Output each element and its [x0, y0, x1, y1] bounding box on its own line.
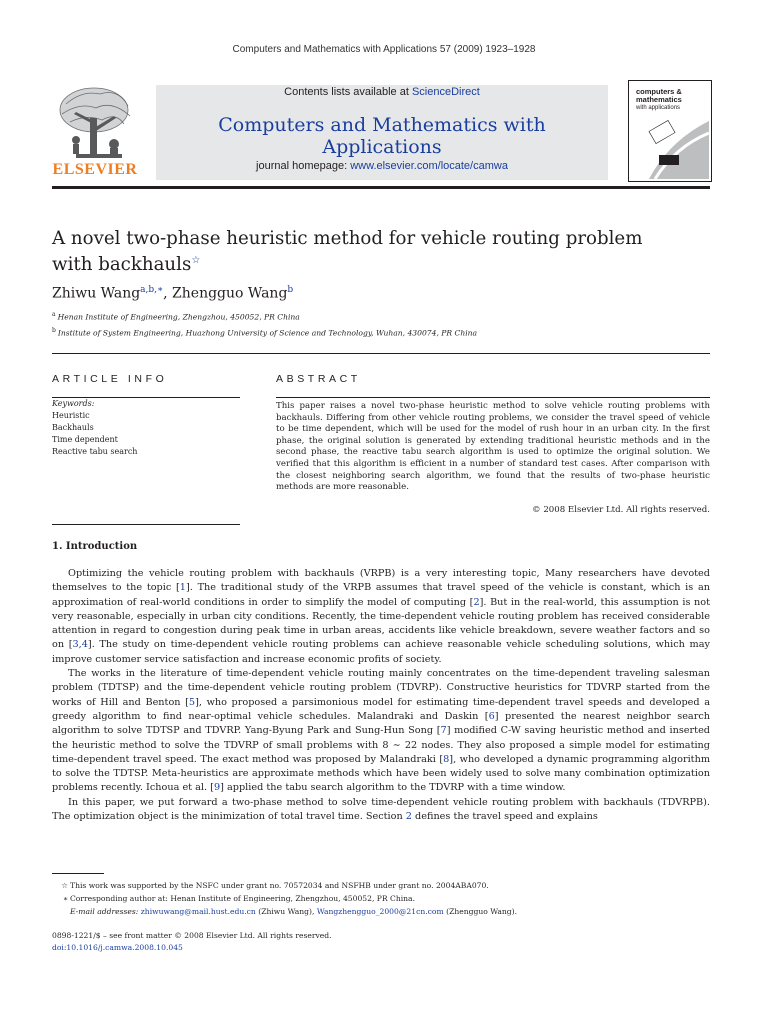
- cover-title-line2: mathematics: [636, 95, 682, 104]
- citation-link[interactable]: 2: [473, 596, 480, 608]
- doi-line: [52, 943, 183, 952]
- affiliation-mark: a: [52, 311, 56, 318]
- keyword-item: Backhauls: [52, 423, 94, 432]
- journal-homepage-link[interactable]: www.elsevier.com/locate/camwa: [350, 160, 508, 172]
- title-line-2: [52, 250, 672, 276]
- text-run: defines the travel speed and explains: [411, 811, 598, 823]
- text-run: ]. But in the real-world, this assumption is not very reasonable, especially in urban city conditions. Recently, the time-dependent vehicle routing problem has received considerable attention in regard to congestion during peak time in urban areas, accidents like vehicle breakdown, severe weather factors and so on [: [52, 596, 710, 651]
- cover-title: [636, 88, 706, 112]
- title-line-1: A novel two-phase heuristic method for vehicle routing problem: [52, 228, 643, 249]
- article-info-heading: ARTICLE INFO: [52, 373, 168, 385]
- text-run: ]. The study on time-dependent vehicle routing problems can achieve reasonable vehicle scheduling solutions, which may improve customer service satisfaction and increase economic profits of society.: [52, 639, 710, 665]
- citation-link[interactable]: 3,4: [72, 639, 88, 651]
- intro-paragraph-1: [52, 567, 710, 667]
- footnote-mark: ☆: [61, 881, 68, 890]
- email-label: E-mail addresses:: [70, 907, 139, 916]
- keyword-item: Time dependent: [52, 435, 118, 444]
- intro-paragraph-2: [52, 667, 710, 796]
- keywords-block: [52, 398, 137, 458]
- issn-line: 0898-1221/$ – see front matter © 2008 Elsevier Ltd. All rights reserved.: [52, 931, 332, 940]
- affiliation-text: Institute of System Engineering, Huazhong University of Science and Technology, Wuhan, 430074, PR China: [57, 328, 478, 338]
- article-title: [52, 228, 672, 276]
- footnote-emails: [52, 907, 517, 916]
- citation-link[interactable]: 1: [179, 582, 186, 594]
- abstract-rule: [276, 397, 710, 398]
- article-info-rule-bottom: [52, 524, 240, 525]
- keyword-item: Heuristic: [52, 411, 90, 420]
- text-run: ]. The traditional study of the VRPB assumes that travel speed of the vehicle is constant, which is an approximation of real-world conditions in order to simplify the model of computing [: [52, 582, 710, 608]
- abstract-copyright: © 2008 Elsevier Ltd. All rights reserved.: [532, 505, 710, 515]
- footnote-text: This work was supported by the NSFC under grant no. 70572034 and NSFHB under grant no. 2004ABA070.: [70, 881, 489, 890]
- author-name: Zhengguo Wang: [172, 285, 288, 302]
- cover-title-line1: computers &: [636, 87, 682, 96]
- header-rule: [52, 353, 710, 354]
- intro-paragraph-3: [52, 796, 710, 825]
- affiliation-text: Henan Institute of Engineering, Zhengzhou, 450052, PR China: [57, 312, 300, 322]
- email-link[interactable]: Wangzhengguo_2000@21cn.com: [316, 907, 444, 916]
- text-run: Optimizing the vehicle routing problem with backhauls (VRPB) is a very interesting topic, Many researchers have devoted themselves to the topic [: [52, 568, 710, 594]
- affiliation-mark: b: [52, 327, 56, 334]
- affiliation-a: [52, 311, 300, 322]
- masthead-rule: [52, 186, 710, 189]
- footnote-rule: [52, 873, 104, 874]
- footnote-text: Corresponding author at: Henan Institute of Engineering, Zhengzhou, 450052, PR China.: [70, 894, 415, 903]
- author-name: Zhiwu Wang: [52, 285, 141, 302]
- sciencedirect-link[interactable]: ScienceDirect: [411, 86, 480, 98]
- text-run: In this paper, we put forward a two-phase method to solve time-dependent vehicle routing problem with backhauls (TDVRPB). The optimization object is the minimization of total travel time. Section: [52, 796, 710, 823]
- running-head: Computers and Mathematics with Applications 57 (2009) 1923–1928: [232, 44, 536, 55]
- affiliation-b: [52, 327, 477, 338]
- footnote-mark: ∗: [62, 894, 68, 903]
- email-owner: (Zhiwu Wang),: [255, 907, 317, 916]
- contents-prefix: Contents lists available at: [284, 86, 412, 98]
- text-run: ] presented the nearest neighbor search algorithm to solve TDTSP and TDVRP. Yang-Byung Park and Sung-Hun Song [: [52, 710, 710, 737]
- text-run: ], who proposed a parsimonious model for estimating time-dependent travel speeds and developed a greedy algorithm to find near-optimal vehicle schedules. Malandraki and Daskin [: [52, 696, 710, 722]
- section-heading-introduction: 1. Introduction: [52, 541, 138, 552]
- email-link[interactable]: zhiwuwang@mail.hust.edu.cn: [140, 907, 256, 916]
- author-affiliation-marks[interactable]: b: [287, 285, 294, 295]
- cover-subtitle: with applications: [636, 105, 681, 111]
- author-separator: ,: [163, 285, 173, 302]
- citation-link[interactable]: 8: [443, 753, 450, 765]
- homepage-prefix: journal homepage:: [256, 160, 351, 172]
- author-affiliation-marks[interactable]: a,b,∗: [140, 285, 164, 295]
- citation-link[interactable]: 6: [488, 710, 495, 722]
- title-line-2-text: with backhauls: [52, 254, 192, 276]
- text-run: The works in the literature of time-dependent vehicle routing mainly concentrates on the time-dependent traveling salesman problem (TDTSP) and the time-dependent vehicle routing problem (TDVRP). Constructive heuristics for TDVRP started from the works of Hill and Benton [: [52, 668, 710, 708]
- abstract-text: This paper raises a novel two-phase heuristic method to solve vehicle routing problems with backhauls. Differing from other vehicle routing problems, we consider the travel speed of vehicle to be time dependent, which will be used for the model of rush hour in an urban city. In the first phase, the original solution is generated by extending traditional heuristic methods and in the second phase, the reactive tabu search algorithm is used to optimize the original solution. We verified that this algorithm is efficient in a number of standard test cases. After comparison with the closest neighboring search algorithm, we found that the results of two-phase heuristic methods are more reasonable.: [276, 401, 710, 493]
- citation-link[interactable]: 5: [188, 696, 196, 708]
- intro-body: [52, 567, 710, 824]
- footnote-funding: [52, 881, 489, 890]
- journal-title: Computers and Mathematics with Applications: [218, 114, 546, 158]
- keyword-item: Reactive tabu search: [52, 447, 138, 456]
- footnote-corresponding: [52, 894, 415, 903]
- section-link[interactable]: 2: [405, 811, 412, 823]
- contents-line: [156, 86, 608, 98]
- title-footnote-star[interactable]: ☆: [191, 255, 201, 266]
- keywords-label: Keywords:: [52, 399, 95, 408]
- abstract-heading: ABSTRACT: [276, 373, 361, 385]
- homepage-line: [156, 160, 608, 172]
- text-run: ], who developed a dynamic programming algorithm to solve the TDTSP. Meta-heuristics are approximate methods which have been widely used to solve many combination optimization problems recently. Ichoua et al. [: [52, 753, 711, 794]
- citation-link[interactable]: 7: [440, 725, 447, 737]
- elsevier-wordmark: ELSEVIER: [52, 161, 138, 178]
- text-run: ] applied the tabu search algorithm to the TDVRP with a time window.: [220, 782, 566, 794]
- author-list: [52, 285, 293, 302]
- doi-link[interactable]: doi:10.1016/j.camwa.2008.10.045: [52, 943, 183, 952]
- citation-link[interactable]: 9: [213, 782, 221, 794]
- text-run: ] modified C-W saving heuristic method and inserted the heuristic method to solve the TDVRP of small problems with 8 ∼ 22 nodes. They also proposed a simple model for estimating time-dependent travel speed. The exact method was proposed by Malandraki [: [52, 725, 710, 765]
- email-owner: (Zhengguo Wang).: [443, 907, 518, 916]
